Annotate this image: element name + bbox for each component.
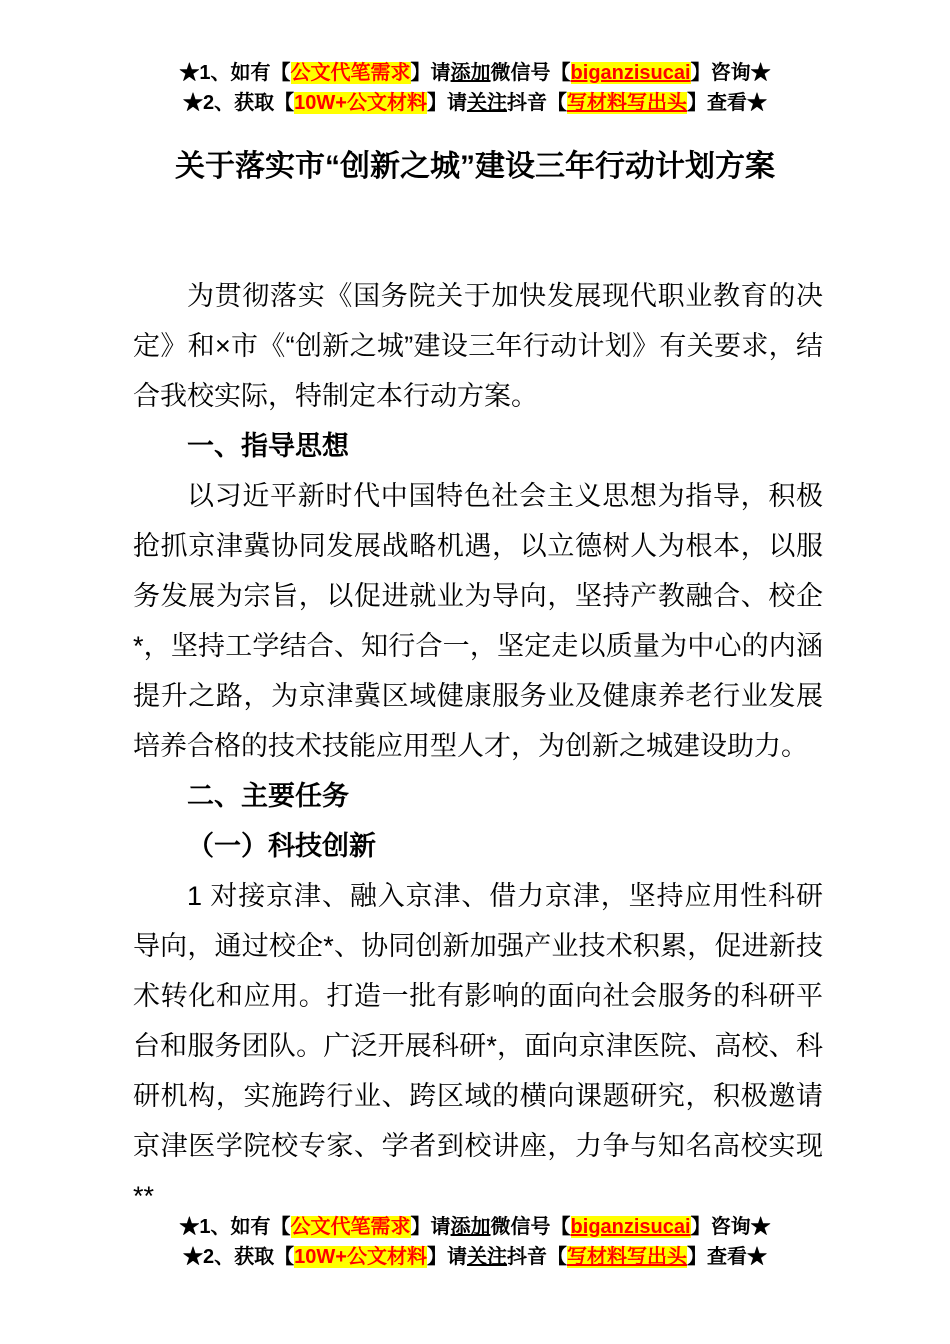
banner-highlight-service-need: 公文代笔需求 (290, 62, 411, 84)
banner-underline-add: 添加 (450, 62, 491, 84)
footer-banner-line-2 (0, 1242, 950, 1272)
banner-text: 】请 (426, 1246, 467, 1268)
header-banner-line-1 (0, 58, 950, 88)
subsection-heading-tech-innovation: （一）科技创新 (187, 831, 376, 861)
paragraph-guiding-ideology: 以习近平新时代中国特色社会主义思想为指导，积极抢抓京津冀协同发展战略机遇，以立德树人为根本，以服务发展为宗旨，以促进就业为导向，坚持产教融合、校企*，坚持工学结合、知行合一，坚定走以质量为中心的内涵提升之路，为京津冀区域健康服务业及健康养老行业发展培养合格的技术技能应用型人才，为创新之城建设助力。 (133, 481, 823, 761)
banner-text: 】咨询★ (690, 62, 771, 84)
banner-text: 抖音【 (506, 92, 567, 114)
document-body (133, 271, 823, 1221)
banner-text: 】咨询★ (690, 1216, 771, 1238)
banner-highlight-service-need: 公文代笔需求 (290, 1216, 411, 1238)
banner-highlight-wechat-id: biganzisucai (570, 1216, 691, 1238)
banner-underline-follow: 关注 (466, 92, 507, 114)
banner-highlight-materials: 10W+公文材料 (294, 1246, 427, 1268)
banner-highlight-douyin-id: 写材料写出头 (566, 92, 687, 114)
banner-text: 】查看★ (686, 1246, 767, 1268)
banner-text: ★2、获取【 (183, 92, 295, 114)
paragraph-tech-innovation: 1 对接京津、融入京津、借力京津，坚持应用性科研导向，通过校企*、协同创新加强产业技术积累，促进新技术转化和应用。打造一批有影响的面向社会服务的科研平台和服务团队。广泛开展科研*，面向京津医院、高校、科研机构，实施跨行业、跨区域的横向课题研究，积极邀请京津医学院校专家、学者到校讲座，力争与知名高校实现** (133, 881, 823, 1211)
section-heading-2: 二、主要任务 (187, 781, 349, 811)
banner-text: 】请 (410, 62, 451, 84)
header-banner (0, 58, 950, 118)
banner-text: ★2、获取【 (183, 1246, 295, 1268)
footer-banner-line-1 (0, 1212, 950, 1242)
banner-highlight-douyin-id: 写材料写出头 (566, 1246, 687, 1268)
banner-text: 】查看★ (686, 92, 767, 114)
footer-banner (0, 1212, 950, 1272)
banner-highlight-materials: 10W+公文材料 (294, 92, 427, 114)
banner-highlight-wechat-id: biganzisucai (570, 62, 691, 84)
banner-text: 】请 (426, 92, 467, 114)
banner-underline-add: 添加 (450, 1216, 491, 1238)
document-title: 关于落实市“创新之城”建设三年行动计划方案 (175, 150, 775, 183)
section-heading-1: 一、指导思想 (187, 431, 349, 461)
paragraph-intro: 为贯彻落实《国务院关于加快发展现代职业教育的决定》和×市《“创新之城”建设三年行动计划》有关要求，结合我校实际，特制定本行动方案。 (133, 281, 823, 411)
banner-text: ★1、如有【 (179, 1216, 291, 1238)
banner-text: 微信号【 (490, 1216, 571, 1238)
header-banner-line-2 (0, 88, 950, 118)
banner-text: 微信号【 (490, 62, 571, 84)
banner-text: 】请 (410, 1216, 451, 1238)
banner-text: ★1、如有【 (179, 62, 291, 84)
banner-underline-follow: 关注 (466, 1246, 507, 1268)
banner-text: 抖音【 (506, 1246, 567, 1268)
